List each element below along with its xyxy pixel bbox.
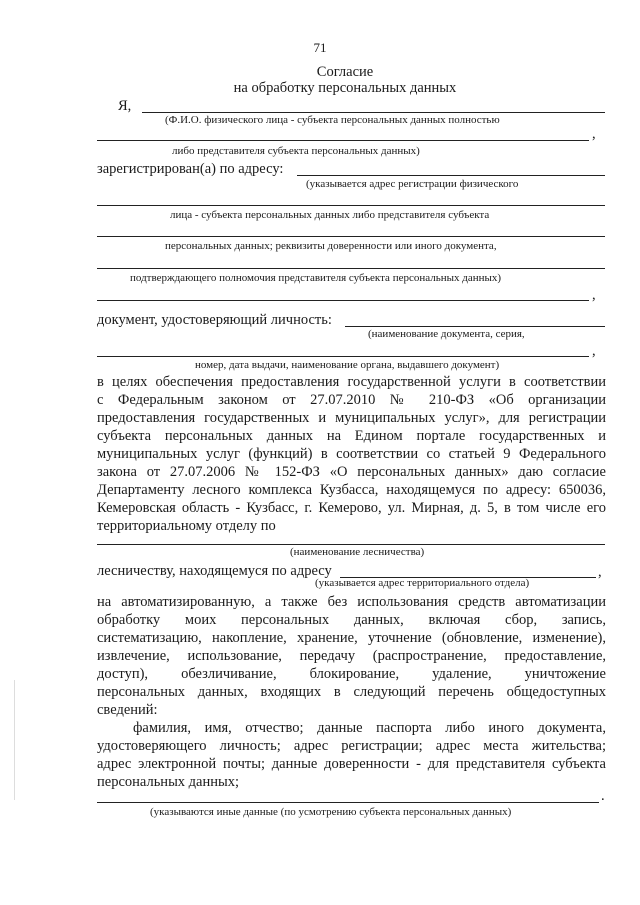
paragraph-2-line: персональных данных, входящих в следующий перечень общедоступных [97, 684, 606, 700]
label-ya: Я, [118, 98, 132, 114]
paragraph-1-line: Департаменту лесного комплекса Кузбасса, находящемуся по адресу: 650036, [97, 482, 606, 498]
address-field-line[interactable] [297, 175, 605, 176]
paragraph-3-line: фамилия, имя, отчество; данные паспорта либо иного документа, [133, 720, 606, 736]
document-subtitle: на обработку персональных данных [233, 80, 457, 96]
fio-continuation-line[interactable] [97, 140, 589, 141]
paragraph-2-line: на автоматизированную, а также без использования средств автоматизации [97, 594, 606, 610]
comma-3: , [592, 343, 596, 359]
other-data-field-line[interactable] [97, 802, 599, 803]
caption-representative: либо представителя субъекта персональных данных) [172, 145, 420, 157]
caption-fio: (Ф.И.О. физического лица - субъекта персональных данных полностью [165, 114, 500, 126]
comma-4: , [598, 564, 602, 580]
scan-margin-mark [14, 680, 15, 800]
paragraph-1-line: территориальному отделу по [97, 518, 276, 534]
caption-other-data: (указываются иные данные (по усмотрению субъекта персональных данных) [150, 806, 512, 818]
address-line-3[interactable] [97, 236, 605, 237]
comma-2: , [592, 287, 596, 303]
label-forestry-address: лесничеству, находящемуся по адресу [97, 563, 332, 579]
paragraph-2-line: извлечение, использование, передачу (распространение, предоставление, [97, 648, 606, 664]
caption-forestry: (наименование лесничества) [290, 546, 425, 558]
caption-address-3: персональных данных; реквизиты доверенности или иного документа, [165, 240, 497, 252]
paragraph-1-line: муниципальных услуг (функций) в соответствии со статьей 9 Федерального [97, 446, 606, 462]
paragraph-2-line: доступ), обезличивание, блокирование, удаление, уничтожение [97, 666, 606, 682]
address-line-2[interactable] [97, 205, 605, 206]
period: . [601, 788, 605, 804]
paragraph-3-line: адрес электронной почты; данные доверенности - для представителя субъекта [97, 756, 606, 772]
identity-document-line-2[interactable] [97, 356, 589, 357]
fio-field-line[interactable] [142, 112, 605, 113]
paragraph-1-line: предоставления государственных и муниципальных услуг», для регистрации [97, 410, 606, 426]
paragraph-1-line: субъекта персональных данных на Едином портале государственных и [97, 428, 606, 444]
label-identity-document: документ, удостоверяющий личность: [97, 312, 332, 328]
comma-1: , [592, 126, 596, 142]
label-registered: зарегистрирован(а) по адресу: [97, 161, 284, 177]
paragraph-1-line: закона от 27.07.2006 № 152-ФЗ «О персональных данных» даю согласие [97, 464, 606, 480]
paragraph-1-line: Кемеровская область - Кузбасс, г. Кемерово, ул. Мирная, д. 5, в том числе его [97, 500, 606, 516]
caption-address-1: (указывается адрес регистрации физического [306, 178, 519, 190]
address-line-4[interactable] [97, 268, 605, 269]
paragraph-2-line: обработку моих персональных данных, включая сбор, запись, [97, 612, 606, 628]
address-line-5[interactable] [97, 300, 589, 301]
paragraph-3-line: персональных данных; [97, 774, 240, 790]
identity-document-field-line[interactable] [345, 326, 605, 327]
paragraph-3-line: удостоверяющего личность; адрес регистрации; адрес места жительства; [97, 738, 606, 754]
caption-document-2: номер, дата выдачи, наименование органа, выдавшего документ) [195, 359, 500, 371]
caption-territorial-office: (указывается адрес территориального отдела) [315, 577, 530, 589]
page-number: 71 [313, 40, 327, 55]
paragraph-2-line: сведений: [97, 702, 158, 718]
document-title: Согласие [316, 64, 374, 80]
caption-address-4: подтверждающего полномочия представителя субъекта персональных данных) [130, 272, 502, 284]
paragraph-2-line: систематизацию, накопление, хранение, уточнение (обновление, изменение), [97, 630, 606, 646]
paragraph-1-line: в целях обеспечения предоставления государственной услуги в соответствии [97, 374, 606, 390]
caption-document-1: (наименование документа, серия, [368, 328, 525, 340]
paragraph-1-line: с Федеральным законом от 27.07.2010 № 210-ФЗ «Об организации [97, 392, 606, 408]
caption-address-2: лица - субъекта персональных данных либо представителя субъекта [170, 209, 490, 221]
forestry-name-field-line[interactable] [97, 544, 605, 545]
